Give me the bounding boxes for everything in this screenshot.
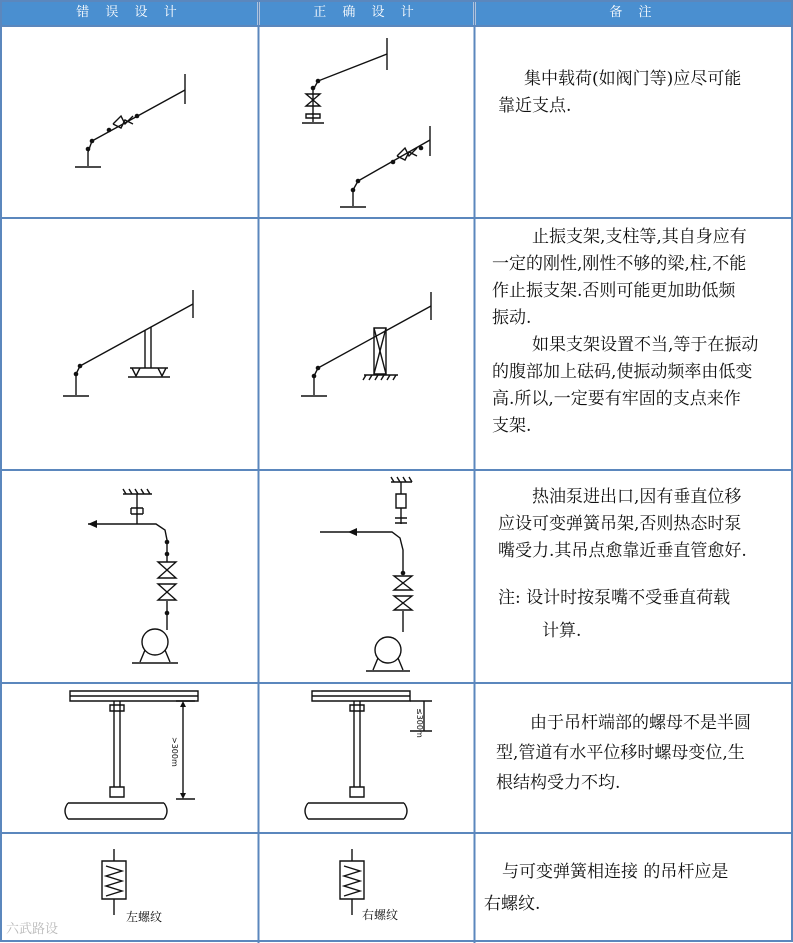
row3-remark-line: 应设可变弹簧吊架,否则热态时泵 [498, 514, 742, 534]
row5-remark-line: 与可变弹簧相连接 的吊杆应是 [502, 862, 729, 882]
row3-correct-drawing [260, 470, 474, 683]
row4-remark [496, 708, 788, 798]
row2-remark-line: 止振支架,支柱等,其自身应有 [532, 227, 747, 247]
row3-remark-line: 计算. [542, 621, 582, 641]
row5-remark-line: 右螺纹. [484, 894, 541, 914]
row4-remark-line: 型,管道有水平位移时螺母变位,生 [496, 743, 745, 763]
row2-remark-line: 的腹部加上砝码,使振动频率由低变 [492, 362, 753, 382]
row4-remark-line: 根结构受力不均. [496, 773, 621, 793]
row2-remark-line: 支架. [492, 416, 532, 436]
row1-correct-drawing [260, 26, 474, 218]
row4-correct-drawing [260, 683, 474, 833]
row4-wrong-drawing [0, 683, 258, 833]
row5-correct-drawing [260, 833, 474, 941]
row2-correct-drawing [260, 218, 474, 470]
row3-remark-line: 热油泵进出口,因有垂直位移 [532, 487, 742, 507]
row1-wrong-drawing [0, 26, 258, 218]
row5-remark [484, 856, 788, 920]
row3-wrong-drawing [0, 470, 258, 683]
row1-remark-line: 集中载荷(如阀门等)应尽可能 [524, 69, 742, 89]
row3-remark-line: 嘴受力.其吊点愈靠近垂直管愈好. [498, 541, 747, 561]
row3-remark-line: 注: 设计时按泵嘴不受垂直荷载 [498, 588, 731, 608]
row3-remark [498, 484, 788, 645]
row4-correct-dimension: ≤300m [415, 708, 424, 738]
row1-remark-line: 靠近支点. [498, 96, 572, 116]
row2-remark-line: 如果支架设置不当,等于在振动 [532, 335, 759, 355]
row4-remark-line: 由于吊杆端部的螺母不是半圆 [530, 713, 751, 733]
row1-remark [498, 66, 783, 120]
row2-remark-line: 一定的刚性,刚性不够的梁,柱,不能 [492, 254, 747, 274]
header-remarks: 备 注 [476, 0, 791, 25]
row4-wrong-dimension: >300m [170, 737, 179, 767]
row5-correct-label: 右螺纹 [362, 908, 399, 922]
row2-remark-line: 振动. [492, 308, 532, 328]
header-correct-design: 正 确 设 计 [260, 0, 473, 25]
row2-remark-line: 高.所以,一定要有牢固的支点来作 [492, 389, 741, 409]
row2-remark-line: 作止振支架.否则可能更加助低频 [492, 281, 736, 301]
watermark: 六武路设 [6, 922, 59, 937]
row2-wrong-drawing [0, 218, 258, 470]
row2-remark [492, 224, 788, 440]
row5-wrong-label: 左螺纹 [126, 910, 163, 924]
header-wrong-design: 错 误 设 计 [2, 0, 257, 25]
